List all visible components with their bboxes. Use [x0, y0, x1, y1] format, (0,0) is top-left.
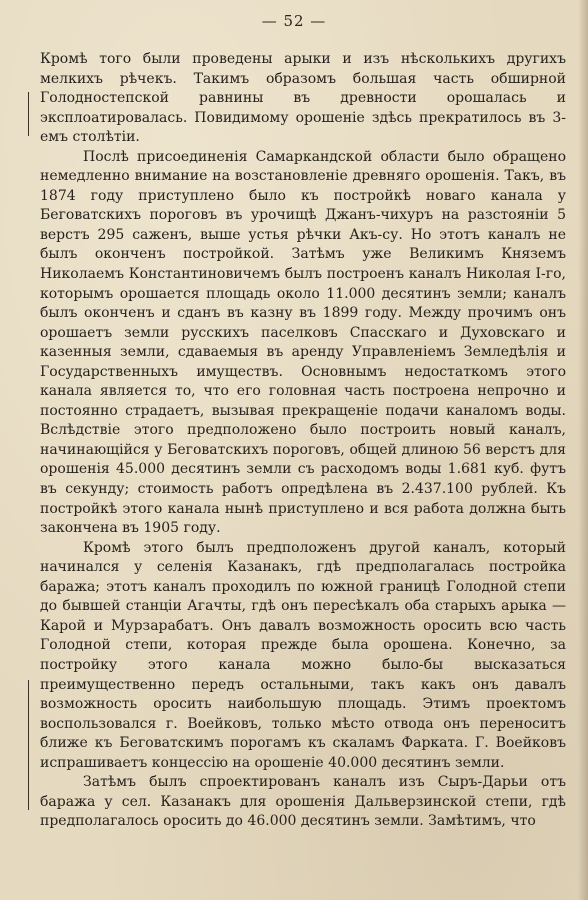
paragraph-dalverzin-canal: Затѣмъ былъ спроектированъ каналъ изъ Сыръ-Дарьи отъ баража у сел. Казанакъ для орошенія Дальверзинской степи, гдѣ предполагалось оросить до 46.000 десятинъ земли. Замѣтимъ, что — [40, 774, 566, 830]
margin-pencil-mark — [28, 680, 29, 810]
page-edge-shadow — [578, 0, 588, 900]
margin-pencil-mark — [28, 92, 29, 136]
body-text — [40, 50, 566, 832]
paragraph-continuation: Кромѣ того были проведены арыки и изъ нѣсколькихъ другихъ мелкихъ рѣчекъ. Такимъ образомъ большая часть обширной Голодностепской равнины въ древности орошалась и эксплоатировалась. Повидимому орошеніе здѣсь прекратилось въ 3-емъ столѣтіи. — [40, 51, 566, 146]
page-number: — 52 — — [261, 12, 327, 30]
paragraph-kazanak-canal: Кромѣ этого былъ предположенъ другой каналъ, который начинался у селенія Казанакъ, гдѣ предполагалась постройка баража; этотъ каналъ проходилъ по южной границѣ Голодной степи до бывшей станціи Агачты, гдѣ онъ пересѣкалъ оба старыхъ арыка — Карой и Мурзарабатъ. Онъ давалъ возможность оросить всю часть Голодной степи, которая прежде была орошена. Конечно, за постройку этого канала можно было-бы высказаться преимущественно передъ остальными, такъ какъ онъ давалъ возможность оросить наибольшую площадь. Этимъ проектомъ воспользовался г. Воейковъ, только мѣсто отвода онъ переноситъ ближе къ Беговатскимъ порогамъ къ скаламъ Фарката. Г. Воейковъ испрашиваетъ концессію на орошеніе 40.000 десятинъ земли. — [40, 539, 566, 771]
paragraph-irrigation-restoration: Послѣ присоединенія Самаркандской области было обращено немедленно внимание на возстановленіе древняго орошенія. Такъ, въ 1874 году приступлено было къ постройкѣ новаго канала у Беговатскихъ пороговъ въ урочищѣ Джанъ-чихуръ на разстояніи 5 верстъ 295 саженъ, выше устья рѣчки Акъ-су. Но этотъ каналъ не былъ оконченъ постройкой. Затѣмъ уже Великимъ Княземъ Николаемъ Константиновичемъ былъ построенъ каналъ Николая I-го, которымъ орошается площадь около 11.000 десятинъ земли; каналъ былъ оконченъ и сданъ въ казну въ 1899 году. Между прочимъ онъ орошаетъ земли русскихъ паселковъ Спасскаго и Духовскаго и казенныя земли, сдаваемыя въ аренду Управленіемъ Земледѣлія и Государственныхъ имуществъ. Основнымъ недостаткомъ этого канала является то, что его головная часть построена непрочно и постоянно страдаетъ, вызывая прекращеніе подачи каналомъ воды. Вслѣдствіе этого предположено было построить новый каналъ, начинающійся у Беговатскихъ пороговъ, общей длиною 56 верстъ для орошенія 45.000 десятинъ земли съ расходомъ воды 1.681 куб. футъ въ секунду; стоимость работъ опредѣлена въ 2.437.100 рублей. Къ постройкѣ этого канала нынѣ приступлено и вся работа должна быть закончена въ 1905 году. — [40, 148, 566, 537]
